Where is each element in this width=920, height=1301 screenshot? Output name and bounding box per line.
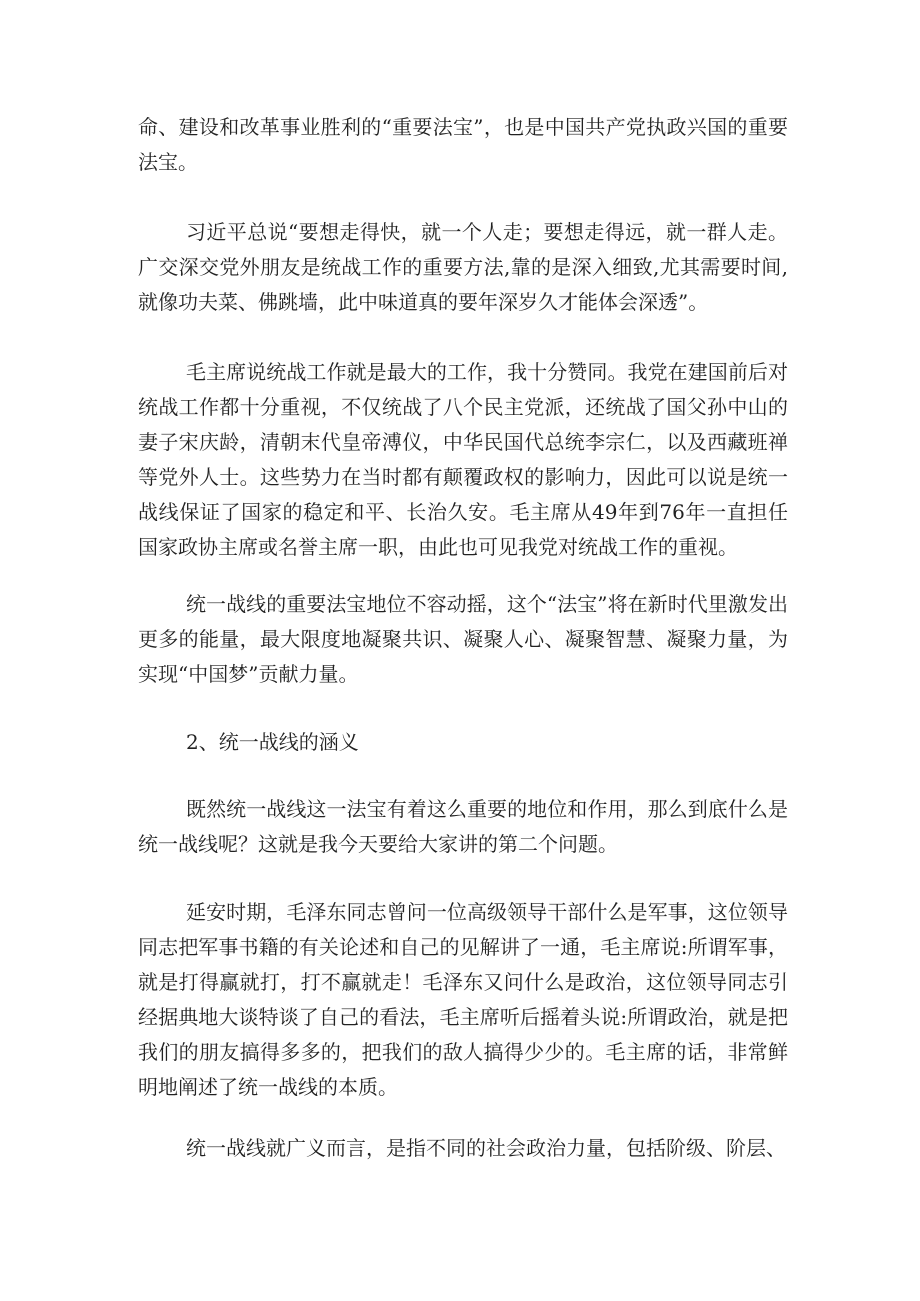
- paragraph-yanan-story: 延安时期，毛泽东同志曾问一位高级领导干部什么是军事，这位领导同志把军事书籍的有关论述和自己的见解讲了一通，毛主席说:所谓军事，就是打得赢就打，打不赢就走！毛泽东又问什么是政治，这位领导同志引经据典地大谈特谈了自己的看法，毛主席听后摇着头说:所谓政治，就是把我们的朋友搞得多多的，把我们的敌人搞得少少的。毛主席的话，非常鲜明地阐述了统一战线的本质。: [138, 900, 788, 1099]
- section-heading-meaning: 2、统一战线的涵义: [186, 730, 359, 754]
- paragraph-mao-united-front-work: 毛主席说统战工作就是最大的工作，我十分赞同。我党在建国前后对统战工作都十分重视，不仅统战了八个民主党派，还统战了国父孙中山的妻子宋庆龄，清朝末代皇帝溥仪，中华民国代总统李宗仁，以及西藏班禅等党外人士。这些势力在当时都有颠覆政权的影响力，因此可以说是统一战线保证了国家的稳定和平、长治久安。毛主席从49年到76年一直担任国家政协主席或名誉主席一职，由此也可见我党对统战工作的重视。: [138, 360, 788, 559]
- paragraph-magic-weapon-status: 统一战线的重要法宝地位不容动摇，这个“法宝”将在新时代里激发出更多的能量，最大限度地凝聚共识、凝聚人心、凝聚智慧、凝聚力量，为实现“中国梦”贡献力量。: [138, 592, 788, 686]
- paragraph-broad-definition: 统一战线就广义而言，是指不同的社会政治力量，包括阶级、阶层、: [186, 1136, 786, 1160]
- paragraph-what-is-united-front: 既然统一战线这一法宝有着这么重要的地位和作用，那么到底什么是统一战线呢？这就是我今天要给大家讲的第二个问题。: [138, 797, 788, 856]
- paragraph-xi-quote: 习近平总说“要想走得快，就一个人走；要想走得远，就一群人走。广交深交党外朋友是统战工作的重要方法,靠的是深入细致,尤其需要时间,就像功夫菜、佛跳墙，此中味道真的要年深岁久才能体会深透”。: [138, 220, 788, 314]
- paragraph-continuation: 命、建设和改革事业胜利的“重要法宝”，也是中国共产党执政兴国的重要法宝。: [138, 115, 788, 174]
